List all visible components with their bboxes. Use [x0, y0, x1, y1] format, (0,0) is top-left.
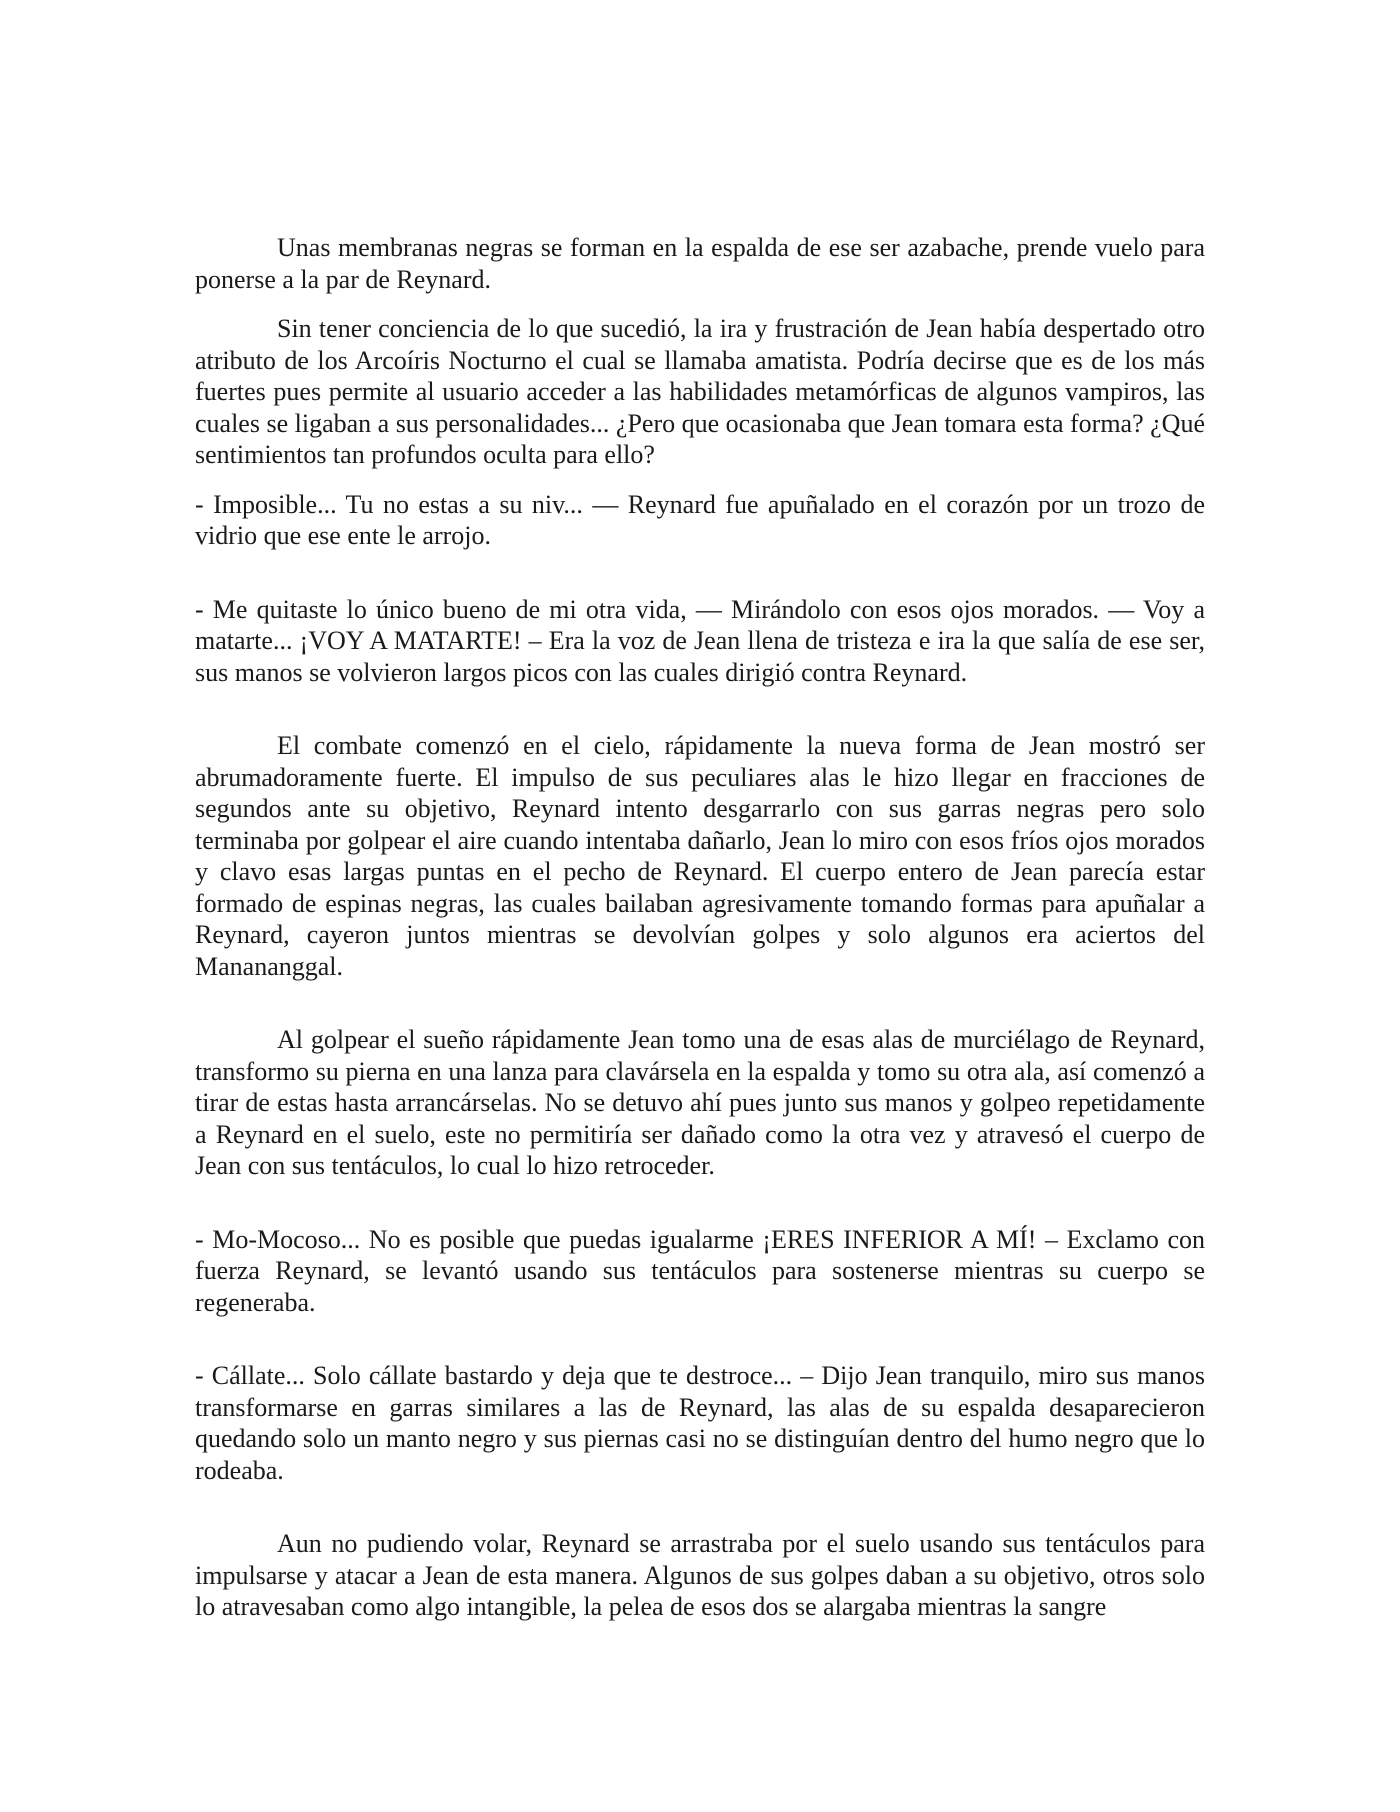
paragraph-6: Al golpear el sueño rápidamente Jean tomo una de esas alas de murciélago de Reynard, transformo su pierna en una lanza para clavársela en la espalda y tomo su otra ala, así comenzó a tirar de estas hasta arrancárselas. No se detuvo ahí pues junto sus manos y golpeo repetidamente a Reynard en el suelo, este no permitiría ser dañado como la otra vez y atravesó el cuerpo de Jean con sus tentáculos, lo cual lo hizo retroceder. [195, 1025, 1205, 1180]
paragraph-9: Aun no pudiendo volar, Reynard se arrastraba por el suelo usando sus tentáculos para impulsarse y atacar a Jean de esta manera. Algunos de sus golpes daban a su objetivo, otros solo lo atravesaban como algo intangible, la pelea de esos dos se alargaba mientras la sangre [195, 1529, 1205, 1621]
paragraph-7-dialogue: - Mo-Mocoso... No es posible que puedas igualarme ¡ERES INFERIOR A MÍ! – Exclamo con fuerza Reynard, se levantó usando sus tentáculos para sostenerse mientras su cuerpo se regeneraba. [195, 1224, 1205, 1317]
paragraph-4-dialogue: - Me quitaste lo único bueno de mi otra vida, — Mirándolo con esos ojos morados. — Voy a matarte... ¡VOY A MATARTE! – Era la voz de Jean llena de tristeza e ira la que salía de ese ser, sus manos se volvieron largos picos con las cuales dirigió contra Reynard. [195, 594, 1205, 687]
paragraph-5: El combate comenzó en el cielo, rápidamente la nueva forma de Jean mostró ser abrumadoramente fuerte. El impulso de sus peculiares alas le hizo llegar en fracciones de segundos ante su objetivo, Reynard intento desgarrarlo con sus garras negras pero solo terminaba por golpear el aire cuando intentaba dañarlo, Jean lo miro con esos fríos ojos morados y clavo esas largas puntas en el pecho de Reynard. El cuerpo entero de Jean parecía estar formado de espinas negras, las cuales bailaban agresivamente tomando formas para apuñalar a Reynard, cayeron juntos mientras se devolvían golpes y solo algunos era aciertos del Manananggal. [195, 731, 1205, 981]
paragraph-2: Sin tener conciencia de lo que sucedió, la ira y frustración de Jean había despertado otro atributo de los Arcoíris Nocturno el cual se llamaba amatista. Podría decirse que es de los más fuertes pues permite al usuario acceder a las habilidades metamórficas de algunos vampiros, las cuales se ligaban a sus personalidades... ¿Pero que ocasionaba que Jean tomara esta forma? ¿Qué sentimientos tan profundos oculta para ello? [195, 314, 1205, 469]
document-page [195, 232, 1205, 1623]
paragraph-3-dialogue: - Imposible... Tu no estas a su niv... — Reynard fue apuñalado en el corazón por un trozo de vidrio que ese ente le arrojo. [195, 489, 1205, 550]
paragraph-8-dialogue: - Cállate... Solo cállate bastardo y deja que te destroce... – Dijo Jean tranquilo, miro sus manos transformarse en garras similares a las de Reynard, las alas de su espalda desaparecieron quedando solo un manto negro y sus piernas casi no se distinguían dentro del humo negro que lo rodeaba. [195, 1361, 1205, 1485]
paragraph-1: Unas membranas negras se forman en la espalda de ese ser azabache, prende vuelo para ponerse a la par de Reynard. [195, 233, 1205, 294]
